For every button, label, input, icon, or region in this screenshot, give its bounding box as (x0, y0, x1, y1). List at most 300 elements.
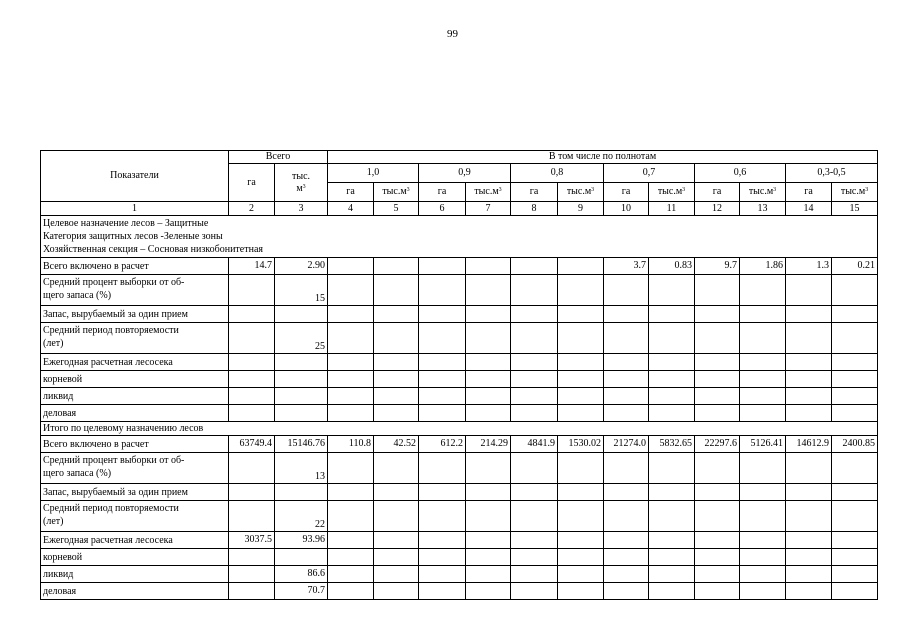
table-cell (328, 388, 374, 405)
table-cell (466, 549, 511, 566)
table-cell (229, 484, 275, 501)
table-cell (229, 323, 275, 354)
table-cell (374, 354, 419, 371)
table-cell (558, 453, 604, 484)
table-cell (649, 583, 695, 600)
table-cell: 13 (275, 453, 328, 484)
table-cell (229, 583, 275, 600)
table-cell (558, 258, 604, 275)
table-cell (328, 306, 374, 323)
table-row (41, 549, 878, 566)
row-label: ликвид (41, 566, 229, 583)
table-cell (229, 566, 275, 583)
row-label: деловая (41, 405, 229, 422)
table-cell (466, 405, 511, 422)
row-label: Средний период повторяемости (лет) (41, 501, 229, 532)
table-cell (374, 405, 419, 422)
table-cell (419, 258, 466, 275)
unit-thous-m-label: тыс.м (474, 186, 499, 197)
table-cell (229, 275, 275, 306)
superscript: 3 (865, 187, 869, 193)
table-cell (786, 306, 832, 323)
unit-ha: га (328, 183, 374, 202)
table-cell (649, 532, 695, 549)
table-cell (604, 306, 649, 323)
superscript: 3 (406, 187, 410, 193)
table-cell (328, 258, 374, 275)
table-cell (374, 566, 419, 583)
table-cell (558, 388, 604, 405)
table-cell (695, 275, 740, 306)
density-header: 0,9 (419, 164, 511, 183)
table-cell (558, 275, 604, 306)
table-cell (229, 306, 275, 323)
table-cell (374, 371, 419, 388)
table-cell: 2400.85 (832, 436, 878, 453)
table-cell: 5832.65 (649, 436, 695, 453)
table-cell (558, 583, 604, 600)
table-cell (374, 501, 419, 532)
table-cell (374, 323, 419, 354)
table-cell: 2.90 (275, 258, 328, 275)
table-cell (786, 275, 832, 306)
superscript: 3 (498, 187, 502, 193)
unit-thous-m3 (374, 183, 419, 202)
table-cell (832, 275, 878, 306)
table-cell (695, 453, 740, 484)
table-cell: 15 (275, 275, 328, 306)
table-row (41, 453, 878, 484)
table-cell (466, 583, 511, 600)
table-cell (740, 275, 786, 306)
table-cell (740, 501, 786, 532)
header-total-thous-m3 (275, 164, 328, 202)
table-cell (511, 532, 558, 549)
table-cell (740, 323, 786, 354)
table-cell (419, 501, 466, 532)
table-cell (695, 549, 740, 566)
table-cell (604, 275, 649, 306)
table-cell (419, 583, 466, 600)
density-header: 1,0 (328, 164, 419, 183)
table-cell: 93.96 (275, 532, 328, 549)
row-label: Всего включено в расчет (41, 436, 229, 453)
table-cell (374, 388, 419, 405)
table-cell (511, 275, 558, 306)
table-cell (328, 484, 374, 501)
table-cell (786, 453, 832, 484)
table-cell (695, 405, 740, 422)
table-cell (419, 453, 466, 484)
table-row (41, 371, 878, 388)
table-cell: 22297.6 (695, 436, 740, 453)
table-cell (511, 323, 558, 354)
table-cell (466, 566, 511, 583)
table-cell (558, 371, 604, 388)
unit-thous-m3 (558, 183, 604, 202)
table-cell: 0.83 (649, 258, 695, 275)
table-cell: 9.7 (695, 258, 740, 275)
table-cell (229, 501, 275, 532)
table-cell (786, 323, 832, 354)
unit-ha: га (695, 183, 740, 202)
table-cell (740, 388, 786, 405)
table-cell (649, 501, 695, 532)
table-cell (604, 323, 649, 354)
table-cell (275, 306, 328, 323)
table-cell (374, 484, 419, 501)
table-row (41, 566, 878, 583)
table-cell: 15146.76 (275, 436, 328, 453)
table-row (41, 275, 878, 306)
table-cell: 42.52 (374, 436, 419, 453)
unit-ha: га (511, 183, 558, 202)
table-cell (786, 371, 832, 388)
table-cell (419, 549, 466, 566)
table-cell (604, 453, 649, 484)
table-cell (558, 323, 604, 354)
table-cell (558, 484, 604, 501)
header-thous-label: тыс. (291, 170, 311, 182)
table-cell (832, 501, 878, 532)
unit-thous-m-label: тыс.м (382, 186, 407, 197)
table-cell: 3037.5 (229, 532, 275, 549)
table-cell: 110.8 (328, 436, 374, 453)
table-cell (786, 484, 832, 501)
table-cell (419, 484, 466, 501)
table-cell (649, 371, 695, 388)
density-header: 0,8 (511, 164, 604, 183)
unit-thous-m3 (649, 183, 695, 202)
table-row (41, 501, 878, 532)
table-cell (832, 371, 878, 388)
table-cell (604, 532, 649, 549)
row-label: ликвид (41, 388, 229, 405)
table-cell: 1530.02 (558, 436, 604, 453)
table-cell (374, 549, 419, 566)
table-cell (328, 405, 374, 422)
table-cell (466, 323, 511, 354)
table-cell (511, 453, 558, 484)
section-title: Целевое назначение лесов – Защитные Категория защитных лесов -Зеленые зоны Хозяйственная секция – Сосновая низкобонитетная (41, 216, 878, 258)
column-number: 11 (649, 202, 695, 216)
table-cell (466, 354, 511, 371)
table-cell (328, 371, 374, 388)
row-label: Средний процент выборки от об- щего запаса (%) (41, 275, 229, 306)
table-cell (740, 583, 786, 600)
table-cell (740, 371, 786, 388)
table-cell (604, 583, 649, 600)
table-row (41, 532, 878, 549)
table-cell (328, 532, 374, 549)
column-number: 2 (229, 202, 275, 216)
unit-thous-m-label: тыс.м (748, 186, 774, 197)
table-cell (511, 549, 558, 566)
unit-ha: га (419, 183, 466, 202)
row-label: Средний процент выборки от об- щего запаса (%) (41, 453, 229, 484)
table-cell: 70.7 (275, 583, 328, 600)
row-label: Ежегодная расчетная лесосека (41, 532, 229, 549)
table-cell (695, 354, 740, 371)
table-cell: 22 (275, 501, 328, 532)
table-row (41, 388, 878, 405)
table-cell (511, 354, 558, 371)
table-cell (419, 405, 466, 422)
column-number: 9 (558, 202, 604, 216)
table-cell (374, 258, 419, 275)
section-title: Итого по целевому назначению лесов (41, 422, 878, 436)
table-cell (695, 371, 740, 388)
table-cell (558, 532, 604, 549)
table-cell (604, 549, 649, 566)
table-cell (649, 453, 695, 484)
table-cell (740, 453, 786, 484)
table-cell: 63749.4 (229, 436, 275, 453)
table-cell (786, 354, 832, 371)
table-cell (604, 501, 649, 532)
table-cell (558, 354, 604, 371)
column-number: 7 (466, 202, 511, 216)
table-cell (511, 388, 558, 405)
column-number: 3 (275, 202, 328, 216)
unit-thous-m3 (466, 183, 511, 202)
table-cell (328, 323, 374, 354)
table-cell (558, 549, 604, 566)
table-row (41, 306, 878, 323)
table-cell (229, 405, 275, 422)
table-cell (328, 354, 374, 371)
table-cell (740, 405, 786, 422)
table-cell: 4841.9 (511, 436, 558, 453)
table-cell (649, 549, 695, 566)
table-cell: 214.29 (466, 436, 511, 453)
table-cell (558, 501, 604, 532)
header-m-label: м (296, 182, 303, 194)
table-cell (419, 566, 466, 583)
table-cell (328, 453, 374, 484)
table-cell (511, 371, 558, 388)
row-label: Ежегодная расчетная лесосека (41, 354, 229, 371)
table-cell (466, 532, 511, 549)
unit-thous-m-label: тыс.м (840, 186, 866, 197)
table-cell (832, 354, 878, 371)
column-number: 12 (695, 202, 740, 216)
table-cell (832, 484, 878, 501)
table-cell (229, 371, 275, 388)
table-cell (275, 354, 328, 371)
table-cell (832, 405, 878, 422)
table-cell: 3.7 (604, 258, 649, 275)
table-cell (558, 306, 604, 323)
table-cell (374, 453, 419, 484)
table-cell: 1.3 (786, 258, 832, 275)
table-cell (695, 306, 740, 323)
table-cell (511, 484, 558, 501)
table-cell: 25 (275, 323, 328, 354)
table-cell: 5126.41 (740, 436, 786, 453)
table-cell (649, 275, 695, 306)
table-cell (419, 388, 466, 405)
table-cell (466, 371, 511, 388)
column-number: 8 (511, 202, 558, 216)
row-label: Всего включено в расчет (41, 258, 229, 275)
row-label: корневой (41, 549, 229, 566)
header-total: Всего (229, 151, 328, 164)
table-row (41, 354, 878, 371)
row-label: Запас, вырубаемый за один прием (41, 484, 229, 501)
table-cell (832, 388, 878, 405)
table-cell (466, 388, 511, 405)
table-cell (832, 532, 878, 549)
table-cell (695, 583, 740, 600)
table-cell (649, 388, 695, 405)
table-cell (275, 549, 328, 566)
row-label: Средний период повторяемости (лет) (41, 323, 229, 354)
table-cell (695, 388, 740, 405)
density-header: 0,6 (695, 164, 786, 183)
table-cell (695, 532, 740, 549)
table-cell (832, 549, 878, 566)
table-cell (328, 583, 374, 600)
table-cell: 0.21 (832, 258, 878, 275)
table-cell (604, 388, 649, 405)
table-row (41, 258, 878, 275)
table-cell (649, 405, 695, 422)
table-cell (695, 484, 740, 501)
table-cell (740, 566, 786, 583)
table-cell (786, 549, 832, 566)
table-cell (832, 453, 878, 484)
table-cell (511, 583, 558, 600)
header-including-by-density: В том числе по полнотам (328, 151, 878, 164)
table-cell (786, 405, 832, 422)
table-cell (786, 388, 832, 405)
table-cell (374, 583, 419, 600)
column-number: 4 (328, 202, 374, 216)
table-cell (740, 484, 786, 501)
table-cell (649, 484, 695, 501)
column-number: 6 (419, 202, 466, 216)
table-cell (604, 371, 649, 388)
table-cell: 21274.0 (604, 436, 649, 453)
table-cell (229, 453, 275, 484)
header-indicators: Показатели (41, 151, 229, 202)
table-cell (558, 566, 604, 583)
row-label: деловая (41, 583, 229, 600)
table-cell (786, 583, 832, 600)
unit-thous-m-label: тыс.м (566, 186, 592, 197)
column-number: 14 (786, 202, 832, 216)
table-cell (511, 306, 558, 323)
table-cell (604, 354, 649, 371)
table-cell (275, 388, 328, 405)
table-cell (832, 323, 878, 354)
table-cell (374, 532, 419, 549)
column-number: 10 (604, 202, 649, 216)
column-number: 15 (832, 202, 878, 216)
table-cell (275, 484, 328, 501)
table-cell (832, 583, 878, 600)
column-number: 13 (740, 202, 786, 216)
table-row (41, 436, 878, 453)
report-table (40, 150, 878, 600)
table-cell (786, 566, 832, 583)
table-cell (466, 453, 511, 484)
row-label: корневой (41, 371, 229, 388)
unit-ha: га (786, 183, 832, 202)
table-cell (740, 306, 786, 323)
table-cell (275, 405, 328, 422)
unit-ha: га (604, 183, 649, 202)
unit-thous-m-label: тыс.м (657, 186, 683, 197)
unit-thous-m3 (740, 183, 786, 202)
table-cell (649, 354, 695, 371)
table-cell (466, 306, 511, 323)
table-cell (328, 501, 374, 532)
density-header: 0,3-0,5 (786, 164, 878, 183)
table-cell (419, 354, 466, 371)
table-cell (419, 371, 466, 388)
unit-thous-m3 (832, 183, 878, 202)
table-cell (419, 275, 466, 306)
table-cell (832, 306, 878, 323)
table-cell (695, 323, 740, 354)
table-cell (740, 549, 786, 566)
table-cell (832, 566, 878, 583)
superscript: 3 (773, 187, 777, 193)
table-cell (649, 323, 695, 354)
table-cell: 1.86 (740, 258, 786, 275)
table-cell (786, 532, 832, 549)
table-cell (466, 501, 511, 532)
table-cell (695, 501, 740, 532)
table-cell (328, 566, 374, 583)
table-cell: 86.6 (275, 566, 328, 583)
table-cell (649, 566, 695, 583)
table-cell (229, 354, 275, 371)
table-cell: 14612.9 (786, 436, 832, 453)
table-cell (511, 566, 558, 583)
table-row (41, 583, 878, 600)
table-cell (740, 532, 786, 549)
table-cell (419, 323, 466, 354)
column-number: 5 (374, 202, 419, 216)
table-cell (604, 484, 649, 501)
table-cell (786, 501, 832, 532)
table-cell (419, 532, 466, 549)
table-cell: 612.2 (419, 436, 466, 453)
row-label: Запас, вырубаемый за один прием (41, 306, 229, 323)
table-cell (229, 388, 275, 405)
superscript: 3 (302, 183, 306, 190)
table-cell (511, 405, 558, 422)
table-cell (604, 405, 649, 422)
table-row (41, 323, 878, 354)
table-cell (558, 405, 604, 422)
table-cell (466, 275, 511, 306)
table-cell (740, 354, 786, 371)
table-cell (374, 275, 419, 306)
table-cell (466, 258, 511, 275)
table-row (41, 484, 878, 501)
table-cell (229, 549, 275, 566)
density-header: 0,7 (604, 164, 695, 183)
page-number: 99 (447, 28, 458, 40)
table-cell: 14.7 (229, 258, 275, 275)
table-cell (328, 275, 374, 306)
table-cell (649, 306, 695, 323)
table-cell (511, 501, 558, 532)
